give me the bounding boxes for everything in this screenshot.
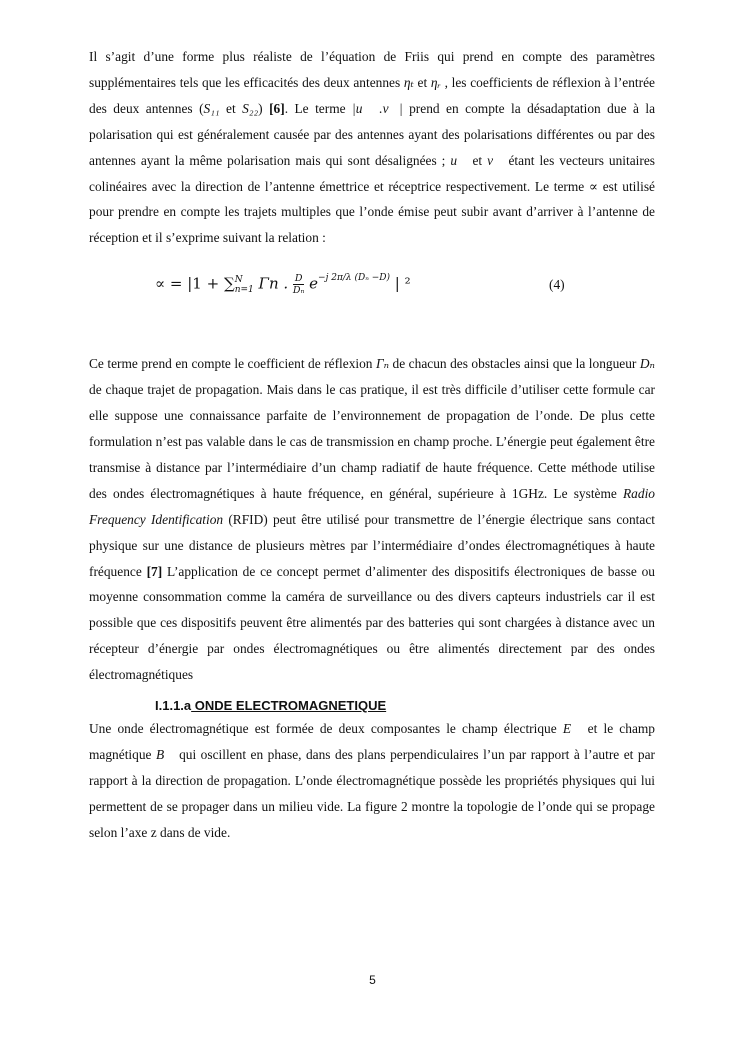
eta-t-symbol: ηₜ — [403, 74, 414, 90]
e-field-vector: E⃗ — [562, 721, 582, 737]
section-number: I.1.1.a — [155, 698, 192, 714]
fraction-d-over-dn: $\frac{D}{\text{Dₙ}}$ — [292, 273, 305, 297]
exponent: −j 2π/λ (Dₙ −D) — [318, 272, 390, 283]
paragraph-em-wave: Une onde électromagnétique est formée de deux composantes le champ électrique E⃗ et le champ magnétique B⃗ qui oscillent en phase, dans des plans perpendiculaires l’un par rapport à l’autre et par rapport à la direction de propagation. L’onde électromagnétique possède les propriétés physiques qui lui permettent de se propager dans un milieu vide. La figure 2 montre la topologie de l’onde qui se propage selon l’axe z dans de vide. — [89, 721, 655, 840]
uv-term: |u⃗ .v⃗| — [352, 100, 403, 116]
s11-symbol: S₁₁ — [203, 100, 220, 116]
v-vector: v⃗ — [487, 152, 504, 168]
section-title: ONDE ELECTROMAGNETIQUE — [191, 698, 387, 714]
b-field-vector: B⃗ — [155, 746, 175, 762]
equation-4 — [89, 261, 655, 321]
rfid-term: Radio Frequency Identification — [89, 485, 655, 527]
sum-symbol: ∑ — [223, 274, 235, 293]
u-vector: u⃗ — [450, 152, 468, 168]
paragraph-rfid: Ce terme prend en compte le coefficient de réflexion Γₙ de chacun des obstacles ainsi que la longueur Dₙ de chaque trajet de propagation. Mais dans le cas pratique, il est très difficile d’utiliser cette formule car elle suppose une connaissance parfaite de l’environnement de propagation de l’onde. De plus cette formulation n’est pas valable dans le cas de transmission en champ proche. L’énergie peut également être transmise à distance par l’intermédiaire d’un champ radiatif de haute fréquence. Cette méthode utilise des ondes électromagnétiques à haute fréquence, en général, supérieure à 1GHz. Le système Radio Frequency Identification (RFID) peut être utilisé pour transmettre de l’énergie électrique sans contact physique sur une distance de plusieurs mètres par l’intermédiaire d’ondes électromagnétiques à haute fréquence [7] L’application de ce concept permet d’alimenter des dispositifs électroniques de basse ou moyenne consommation comme la caméra de surveillance ou des divers capteurs industriels car il est possible que ces dispositifs peuvent être alimentés par des batteries qui sont chargées à distance avec un récepteur d’énergie par ondes électromagnétiques ou être alimentés directement par des ondes électromagnétiques — [89, 356, 655, 683]
section-heading — [155, 696, 655, 716]
gamma-n-symbol: Γₙ — [376, 356, 390, 372]
dn-symbol: Dₙ — [639, 356, 655, 372]
citation-7: [7] — [146, 563, 163, 579]
equation-number: (4) — [549, 277, 565, 293]
document-page — [89, 40, 655, 846]
s22-symbol: S₂₂ — [242, 100, 259, 116]
eta-r-symbol: ηᵣ — [430, 74, 441, 90]
page-number: 5 — [369, 973, 376, 987]
citation-6: [6] — [269, 100, 285, 116]
equation-formula: ∝ = |1 + ∑ N n=1 Γn . $\frac{D}{\text{Dₙ}}$ $e^{-j 2\pi/\lambda (D_n -D)}$ | ² — [155, 272, 411, 297]
paragraph-friis: Il s’agit d’une forme plus réaliste de l’équation de Friis qui prend en compte des paramètres supplémentaires tels que les efficacités des deux antennes ηₜ et ηᵣ , les coefficients de réflexion à l’entrée des deux antennes (S₁₁ et S₂₂) [6]. Le terme |u⃗ .v⃗| prend en compte la désadaptation due à la polarisation qui est généralement causée par des antennes ayant des polarisations différentes ou par des antennes ayant la même polarisation mais qui sont désalignées ; u⃗ et v⃗ étant les vecteurs unitaires colinéaires avec la direction de l’antenne émettrice et réceptrice respectivement. Le terme ∝ est utilisé pour prendre en compte les trajets multiples que l’onde émise peut subir avant d’arriver à l’antenne de réception et il s’exprime suivant la relation : — [89, 49, 656, 246]
